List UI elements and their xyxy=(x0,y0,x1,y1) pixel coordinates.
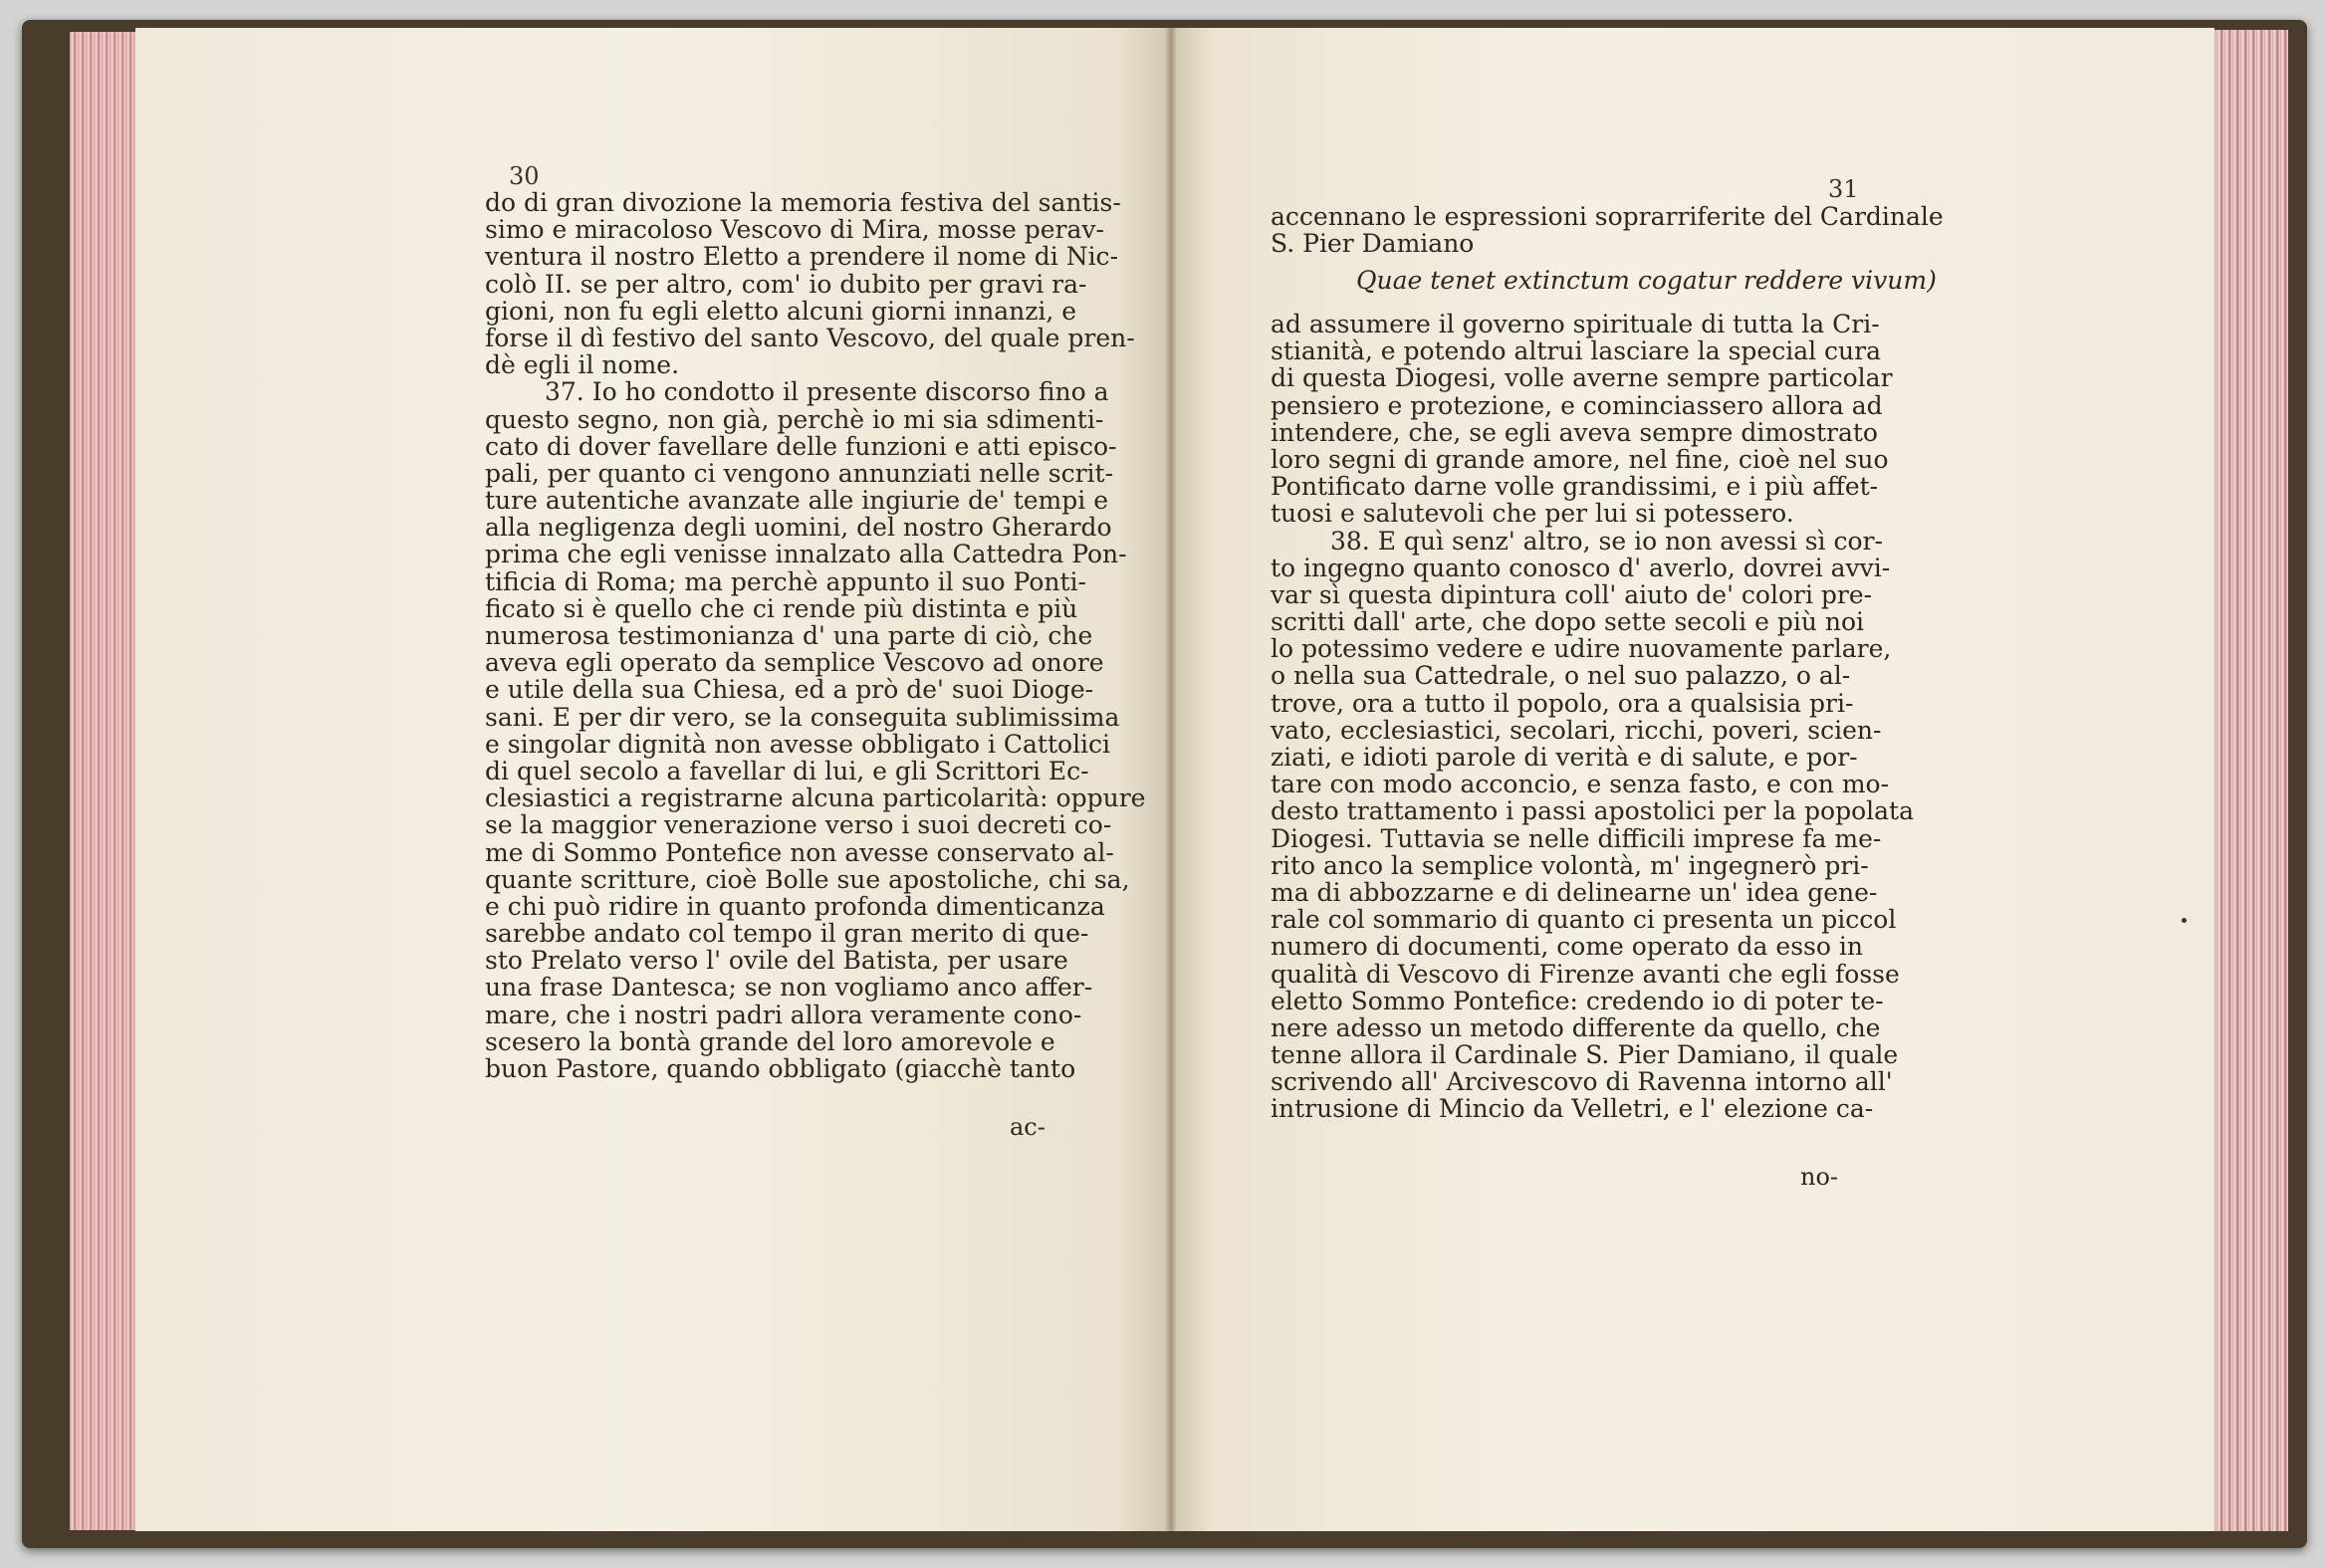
text-line: clesiastici a registrarne alcuna particolarità: oppure xyxy=(485,784,1146,813)
page-number: 30 xyxy=(509,162,540,190)
page-edges-left xyxy=(70,32,139,1530)
page-edges-right xyxy=(2209,30,2288,1531)
text-line: lo potessimo vedere e udire nuovamente parlare, xyxy=(1271,634,1892,664)
text-line: scritti dall' arte, che dopo sette secoli e più noi xyxy=(1271,607,1865,637)
text-line: numerosa testimonianza d' una parte di ciò, che xyxy=(485,621,1093,650)
left-page-text xyxy=(485,189,1217,1082)
text-line: scesero la bontà grande del loro amorevole e xyxy=(485,1026,1055,1056)
text-line: stianità, e potendo altrui lasciare la special cura xyxy=(1271,336,1882,366)
text-line: cato di dover favellare delle funzioni e atti episco- xyxy=(485,431,1117,461)
text-line: o nella sua Cattedrale, o nel suo palazzo, o al- xyxy=(1271,661,1851,691)
text-line: mare, che i nostri padri allora veramente cono- xyxy=(485,1000,1082,1029)
text-line: var sì questa dipintura coll' aiuto de' colori pre- xyxy=(1271,579,1873,609)
text-line: tuosi e salutevoli che per lui si potessero. xyxy=(1271,499,1794,529)
text-line: colò II. se per altro, com' io dubito per gravi ra- xyxy=(485,269,1087,299)
text-line: 37. Io ho condotto il presente discorso fino a xyxy=(545,377,1109,407)
text-line: accennano le espressioni soprarriferite del Cardinale xyxy=(1271,202,1944,231)
text-line: pali, per quanto ci vengono annunziati nelle scrit- xyxy=(485,458,1114,488)
text-line: qualità di Vescovo di Firenze avanti che egli fosse xyxy=(1271,959,1900,989)
text-line: intendere, che, se egli aveva sempre dimostrato xyxy=(1271,417,1878,447)
text-line: ture autentiche avanzate alle ingiurie de' tempi e xyxy=(485,486,1109,516)
text-line: trove, ora a tutto il popolo, ora a qualsisia pri- xyxy=(1271,688,1854,718)
text-line: rito anco la semplice volontà, m' ingegnerò pri- xyxy=(1271,850,1869,880)
right-page-text-intro xyxy=(1271,203,2047,257)
text-line: alla negligenza degli uomini, del nostro Gherardo xyxy=(485,513,1112,543)
text-line: buon Pastore, quando obbligato (giacchè tanto xyxy=(485,1054,1076,1083)
text-line: simo e miracoloso Vescovo di Mira, mosse perav- xyxy=(485,215,1104,245)
text-line: sarebbe andato col tempo il gran merito di que- xyxy=(485,919,1089,949)
text-line: S. Pier Damiano xyxy=(1271,229,1475,259)
text-line: forse il dì festivo del santo Vescovo, del quale pren- xyxy=(485,323,1135,352)
latin-quote xyxy=(1356,267,2053,294)
left-page xyxy=(135,28,1171,1531)
text-line: tificia di Roma; ma perchè appunto il suo Ponti- xyxy=(485,566,1086,596)
text-line: questo segno, non già, perchè io mi sia sdimenti- xyxy=(485,404,1104,434)
text-line: Pontificato darne volle grandissimi, e i più affet- xyxy=(1271,472,1879,502)
text-line: tenne allora il Cardinale S. Pier Damiano, il quale xyxy=(1271,1040,1899,1070)
quote-line: Quae tenet extinctum cogatur reddere vivum) xyxy=(1356,266,1937,295)
text-line: rale col sommario di quanto ci presenta un piccol xyxy=(1271,905,1897,935)
text-line: sani. E per dir vero, se la conseguita sublimissima xyxy=(485,702,1120,732)
text-line: ziati, e idioti parole di verità e di salute, e por- xyxy=(1271,743,1858,772)
text-line: 38. E quì senz' altro, se io non avessi sì cor- xyxy=(1330,526,1883,556)
text-line: vato, ecclesiastici, secolari, ricchi, poveri, scien- xyxy=(1271,715,1882,745)
text-line: do di gran divozione la memoria festiva del santis- xyxy=(485,188,1121,217)
text-line: Diogesi. Tuttavia se nelle difficili imprese fa me- xyxy=(1271,823,1882,853)
catchword: ac- xyxy=(1010,1113,1046,1141)
text-line: desto trattamento i passi apostolici per la popolata xyxy=(1271,796,1914,826)
text-line: loro segni di grande amore, nel fine, cioè nel suo xyxy=(1271,444,1889,474)
text-line: quante scritture, cioè Bolle sue apostoliche, chi sa, xyxy=(485,864,1130,894)
text-line: ad assumere il governo spirituale di tutta la Cri- xyxy=(1271,310,1880,338)
text-line: gioni, non fu egli eletto alcuni giorni innanzi, e xyxy=(485,296,1077,326)
text-line: scrivendo all' Arcivescovo di Ravenna intorno all' xyxy=(1271,1067,1893,1097)
right-page xyxy=(1171,28,2214,1531)
text-line: dè egli il nome. xyxy=(485,350,680,380)
text-line: e chi può ridire in quanto profonda dimenticanza xyxy=(485,891,1105,921)
text-line: di quel secolo a favellar di lui, e gli Scrittori Ec- xyxy=(485,756,1089,785)
text-line: aveva egli operato da semplice Vescovo ad onore xyxy=(485,648,1104,678)
text-line: ficato si è quello che ci rende più distinta e più xyxy=(485,593,1078,623)
text-line: prima che egli venisse innalzato alla Cattedra Pon- xyxy=(485,540,1127,569)
text-line: me di Sommo Pontefice non avesse conservato al- xyxy=(485,837,1114,867)
text-line: numero di documenti, come operato da esso in xyxy=(1271,932,1863,962)
text-line: se la maggior venerazione verso i suoi decreti co- xyxy=(485,810,1112,840)
text-line: ventura il nostro Eletto a prendere il nome di Nic- xyxy=(485,242,1119,272)
text-line: to ingegno quanto conosco d' averlo, dovrei avvi- xyxy=(1271,553,1891,582)
text-line: tare con modo acconcio, e senza fasto, e con mo- xyxy=(1271,770,1890,799)
text-line: eletto Sommo Pontefice: credendo io di poter te- xyxy=(1271,986,1884,1015)
text-line: nere adesso un metodo differente da quello, che xyxy=(1271,1012,1881,1042)
catchword: no- xyxy=(1800,1163,1839,1191)
text-line: e utile della sua Chiesa, ed a prò de' suoi Dioge- xyxy=(485,675,1094,705)
text-line: una frase Dantesca; se non vogliamo anco affer- xyxy=(485,973,1093,1003)
text-line: pensiero e protezione, e cominciassero allora ad xyxy=(1271,390,1883,420)
right-page-text-body xyxy=(1271,311,2047,1123)
text-line: sto Prelato verso l' ovile del Batista, per usare xyxy=(485,946,1068,976)
text-line: e singolar dignità non avesse obbligato i Cattolici xyxy=(485,729,1111,759)
text-line: ma di abbozzarne e di delinearne un' idea gene- xyxy=(1271,877,1878,907)
ink-speck xyxy=(2182,918,2187,923)
book-gutter xyxy=(1165,28,1177,1531)
text-line: intrusione di Mincio da Velletri, e l' elezione ca- xyxy=(1271,1094,1874,1124)
page-number: 31 xyxy=(1828,175,1859,203)
text-line: di questa Diogesi, volle averne sempre particolar xyxy=(1271,363,1893,393)
